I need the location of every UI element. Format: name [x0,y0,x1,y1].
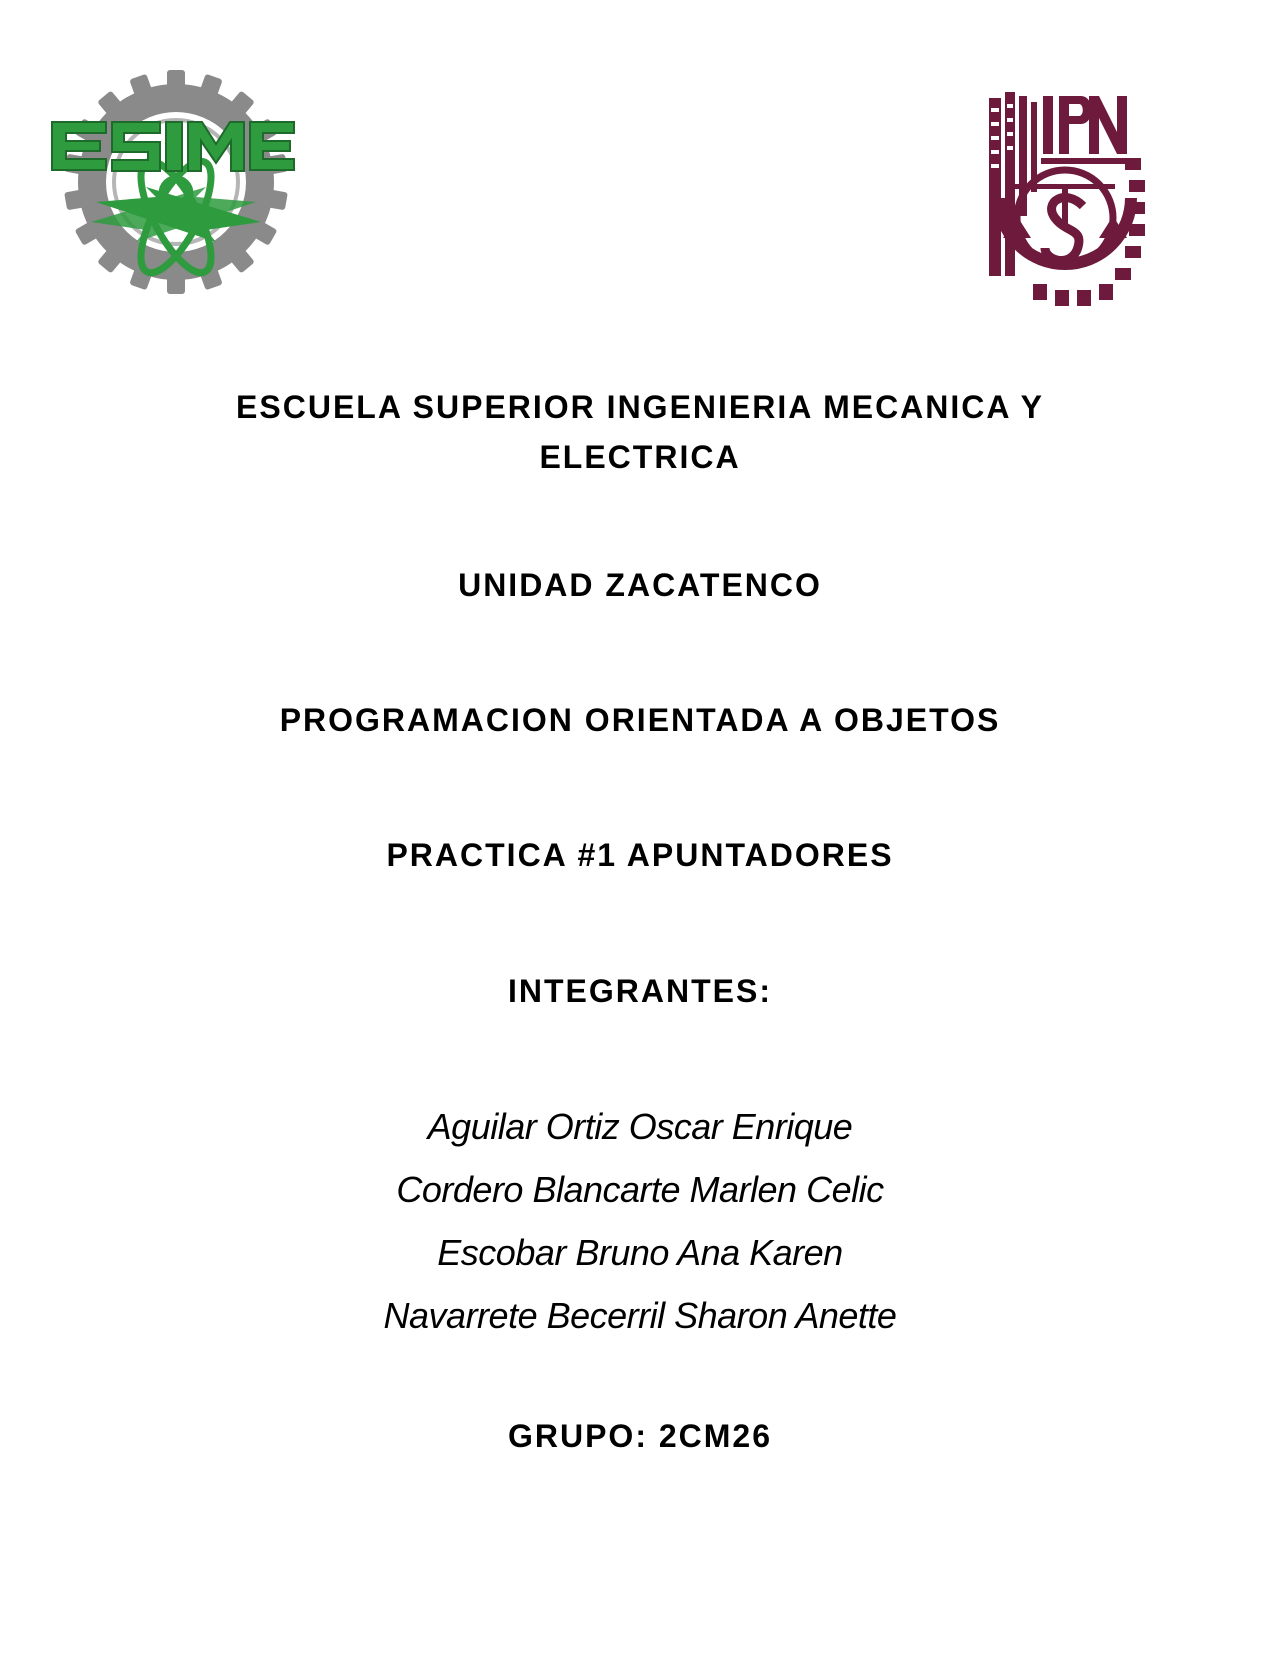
school-name-line-1: ESCUELA SUPERIOR INGENIERIA MECANICA Y [236,389,1044,425]
unit-name: UNIDAD ZACATENCO [458,567,822,603]
member-name: Aguilar Ortiz Oscar Enrique [427,1106,853,1147]
member-name: Navarrete Becerril Sharon Anette [383,1295,897,1336]
ipn-logo [985,88,1147,310]
school-name [0,382,1280,482]
member-name: Escobar Bruno Ana Karen [437,1232,843,1273]
member-name: Cordero Blancarte Marlen Celic [396,1169,884,1210]
school-name-line-2: ELECTRICA [539,439,741,475]
esime-logo [46,70,300,296]
members-heading: INTEGRANTES: [508,973,772,1009]
course-name: PROGRAMACION ORIENTADA A OBJETOS [279,702,1001,738]
group-label: GRUPO: 2CM26 [507,1418,773,1454]
practice-title: PRACTICA #1 APUNTADORES [386,837,894,873]
members-list [0,1095,1280,1347]
